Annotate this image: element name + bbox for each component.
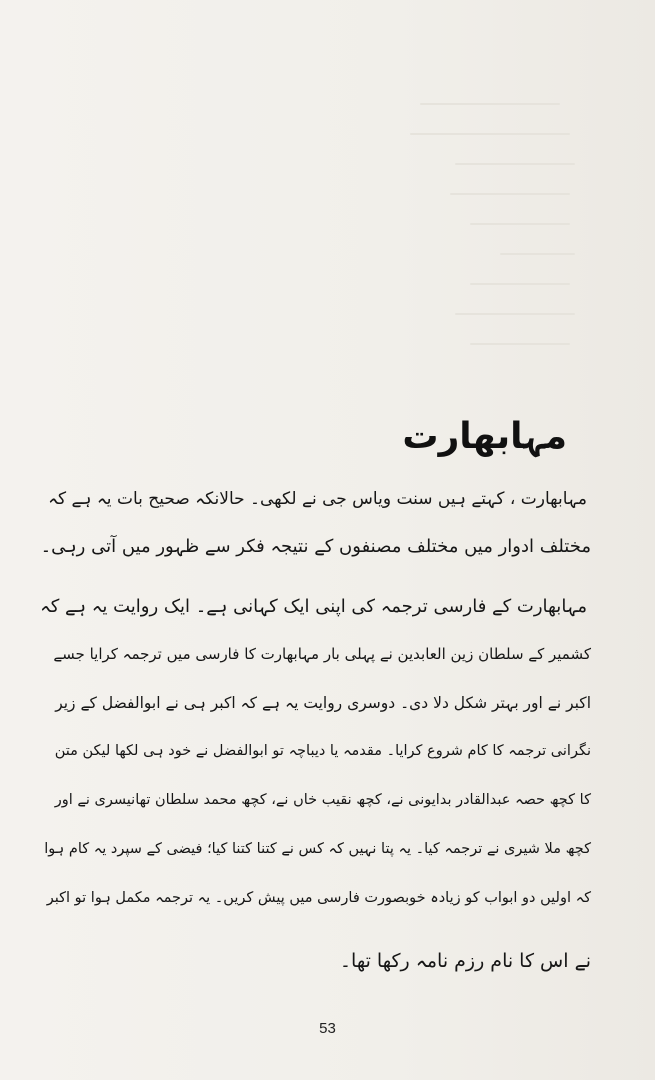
chapter-heading: مہابھارت xyxy=(402,416,567,457)
page-number: 53 xyxy=(319,1020,336,1037)
show-through-text xyxy=(0,0,655,420)
body-line-4: کشمیر کے سلطان زین العابدین نے پہلی بار مہابھارت کا فارسی میں ترجمہ کرایا جسے xyxy=(53,645,591,663)
body-line-3: مہابھارت کے فارسی ترجمہ کی اپنی ایک کہانی ہے۔ ایک روایت یہ ہے کہ xyxy=(40,596,587,617)
body-line-9: کہ اولیں دو ابواب کو زیادہ خوبصورت فارسی میں پیش کریں۔ یہ ترجمہ مکمل ہوا تو اکبر xyxy=(46,890,591,906)
body-line-8: کچھ ملا شیری نے ترجمہ کیا۔ یہ پتا نہیں کہ کس نے کتنا کتنا کیا؛ فیضی کے سپرد یہ کام ہوا xyxy=(44,841,591,857)
body-line-6: نگرانی ترجمہ کا کام شروع کرایا۔ مقدمہ یا دیباچہ تو ابوالفضل نے خود ہی لکھا لیکن متن xyxy=(54,743,591,759)
body-line-1: مہابھارت ، کہتے ہیں سنت ویاس جی نے لکھی۔ حالانکہ صحیح بات یہ ہے کہ xyxy=(48,489,587,509)
body-line-10: نے اس کا نام رزم نامہ رکھا تھا۔ xyxy=(339,950,591,972)
body-line-7: کا کچھ حصہ عبدالقادر بدایونی نے، کچھ نقیب خاں نے، کچھ محمد سلطان تھانیسری نے اور xyxy=(54,792,591,808)
body-line-2: مختلف ادوار میں مختلف مصنفوں کے نتیجہ فکر سے ظہور میں آتی رہی۔ xyxy=(40,536,591,557)
body-line-5: اکبر نے اور بہتر شکل دلا دی۔ دوسری روایت یہ ہے کہ اکبر ہی نے ابوالفضل کے زیر xyxy=(55,694,591,712)
